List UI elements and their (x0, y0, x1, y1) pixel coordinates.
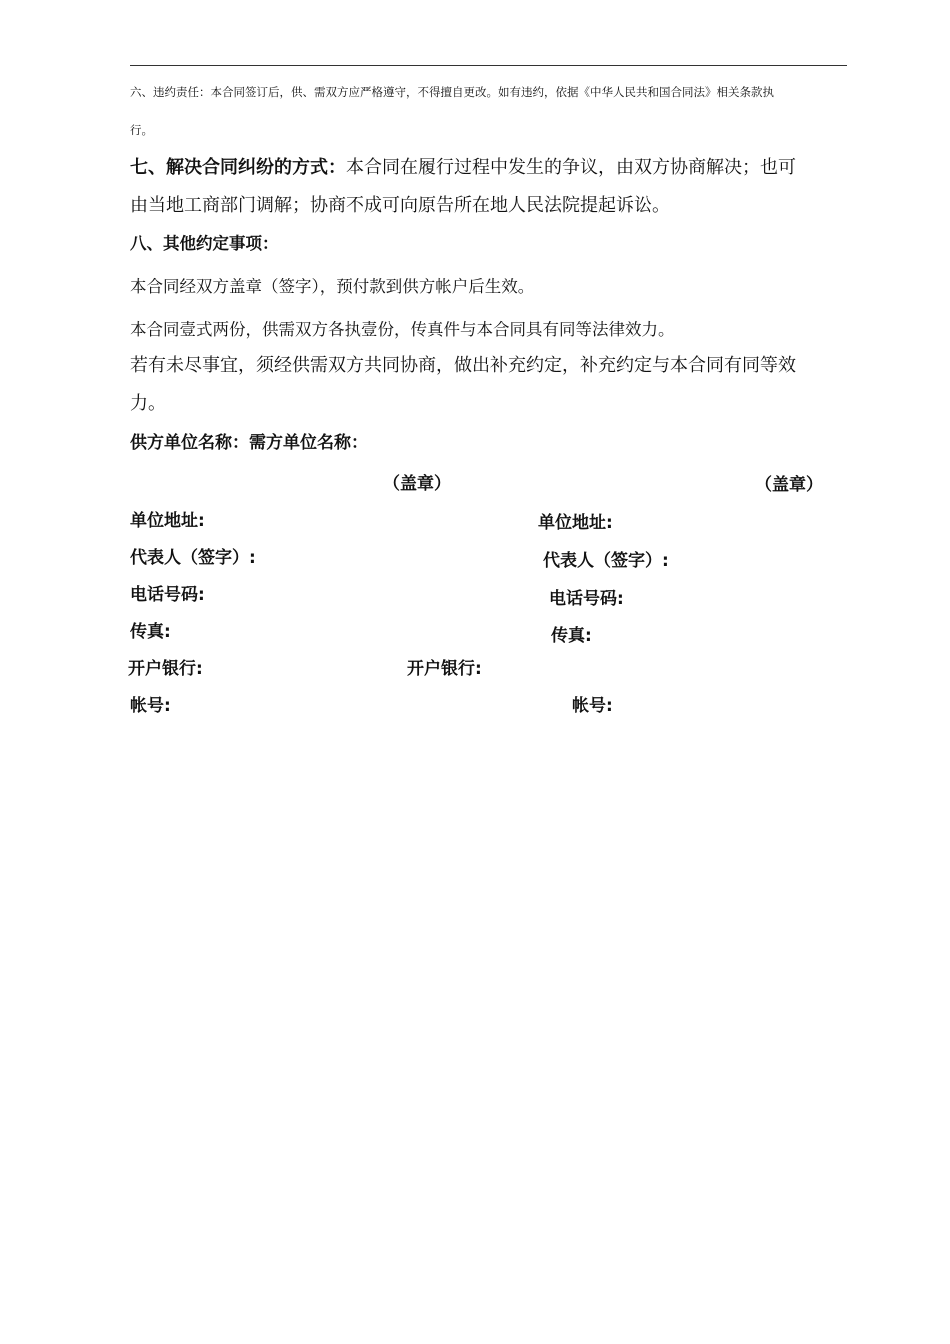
clause8-p1: 本合同经双方盖章（签字），预付款到供方帐户后生效。 (130, 277, 535, 296)
clause8-heading: 八、其他约定事项： (130, 234, 279, 253)
supplier-address-label: 单位地址: (130, 511, 205, 531)
clause7-line2: 由当地工商部门调解；协商不成可向原告所在地人民法院提起诉讼。 (130, 195, 670, 216)
clause8-p3-line1: 若有未尽事宜，须经供需双方共同协商，做出补充约定，补充约定与本合同有同等效 (130, 355, 796, 376)
buyer-bank-label: 开户银行: (407, 659, 482, 679)
signature-heading: 供方单位名称：需方单位名称： (130, 433, 368, 453)
clause6-line2: 行。 (130, 123, 153, 137)
supplier-account-label: 帐号: (130, 696, 171, 716)
supplier-seal: （盖章） (383, 474, 451, 494)
buyer-representative-label: 代表人（签字）: (543, 551, 669, 571)
supplier-fax-label: 传真: (130, 622, 171, 642)
buyer-seal: （盖章） (755, 475, 823, 495)
buyer-account-label: 帐号: (572, 696, 613, 716)
buyer-phone-label: 电话号码: (549, 589, 624, 609)
clause8-p3-line2: 力。 (130, 393, 166, 414)
clause7-line1 (130, 153, 796, 179)
buyer-address-label: 单位地址: (538, 513, 613, 533)
supplier-phone-label: 电话号码: (130, 585, 205, 605)
supplier-representative-label: 代表人（签字）: (130, 548, 256, 568)
buyer-fax-label: 传真: (551, 626, 592, 646)
clause7-text1: 本合同在履行过程中发生的争议，由双方协商解决；也可 (346, 157, 796, 178)
header-rule (130, 65, 847, 66)
supplier-bank-label: 开户银行: (128, 659, 203, 679)
clause8-p2: 本合同壹式两份，供需双方各执壹份，传真件与本合同具有同等法律效力。 (130, 320, 675, 339)
clause6-line1: 六、违约责任：本合同签订后，供、需双方应严格遵守，不得擅自更改。如有违约，依据《中华人民共和国合同法》相关条款执 (130, 85, 774, 99)
clause7-heading: 七、解决合同纠纷的方式： (130, 157, 346, 178)
